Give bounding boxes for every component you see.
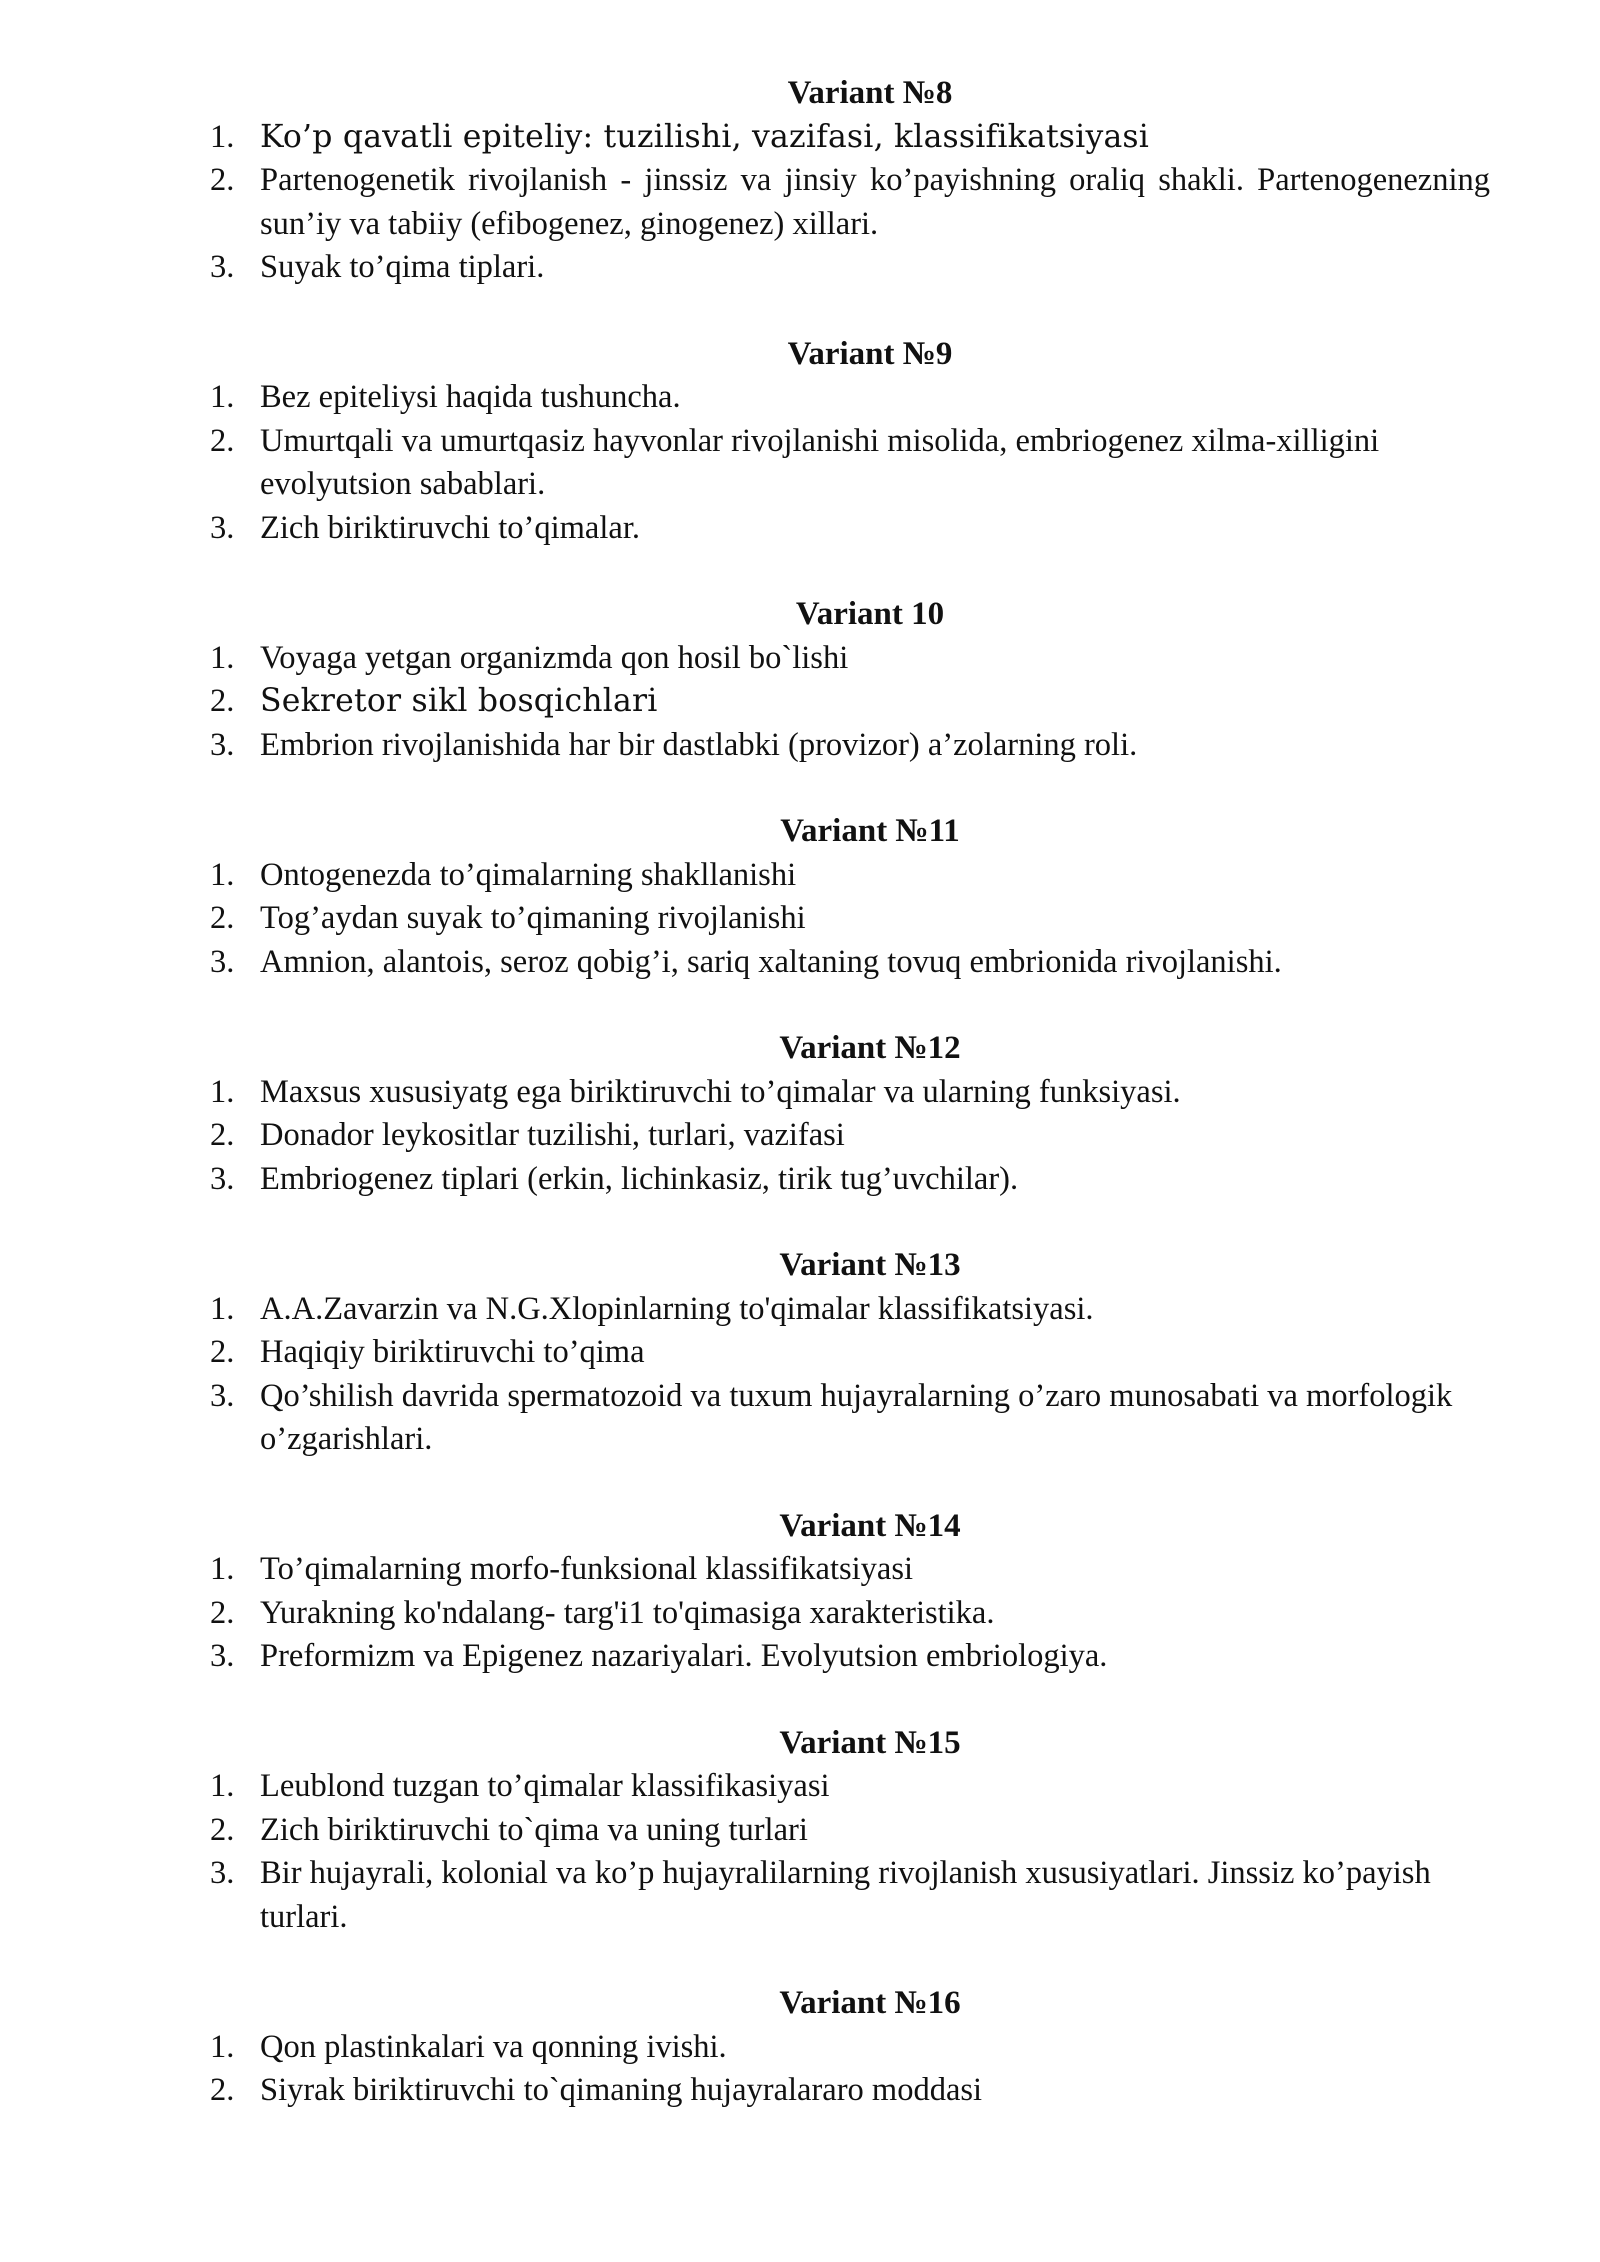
variant-title: Variant №13: [779, 1247, 961, 1283]
question-text: Yurakning ko'ndalang- targ'i1 to'qimasiga xarakteristika.: [260, 1594, 995, 1631]
question-number: 1.: [210, 1290, 235, 1327]
question-text: Leublond tuzgan to’qimalar klassifikasiyasi: [260, 1768, 830, 1804]
variant-section: [210, 1505, 1490, 1679]
question-text: Bir hujayrali, kolonial va ko’p hujayralilarning rivojlanish xususiyatlari. Jinssiz ko’payish turlari.: [260, 1855, 1431, 1935]
question-text: Qo’shilish davrida spermatozoid va tuxum hujayralarning o’zaro munosabati va morfologik o’zgarishlari.: [260, 1377, 1453, 1457]
variant-section: [210, 72, 1490, 290]
question-item: [210, 637, 1490, 681]
question-text: Bez epiteliysi haqida tushuncha.: [260, 379, 681, 415]
question-text: Zich biriktiruvchi to’qimalar.: [260, 509, 640, 546]
question-number: 2.: [210, 1811, 235, 1848]
variant-title: Variant №16: [779, 1985, 961, 2021]
question-text: Partenogenetik rivojlanish - jinssiz va jinsiy ko’payishning oraliq shakli. Partenogenezning sun’iy va tabiiy (efibogenez, ginogenez) xillari.: [260, 162, 1490, 242]
question-text: Amnion, alantois, seroz qobig’i, sariq xaltaning tovuq embrionida rivojlanishi.: [260, 943, 1282, 980]
question-list: [210, 376, 1490, 550]
variant-title: Variant №9: [787, 335, 953, 372]
question-item: [210, 1158, 1490, 1202]
question-list: [210, 2026, 1490, 2113]
question-list: [210, 637, 1490, 768]
variant-section: [210, 810, 1490, 984]
question-number: 3.: [210, 943, 235, 980]
question-number: 2.: [210, 683, 235, 719]
question-text: Qon plastinkalari va qonning ivishi.: [260, 2028, 727, 2065]
question-number: 2.: [210, 1334, 235, 1370]
variant-title: Variant №11: [780, 813, 960, 849]
question-number: 1.: [210, 639, 235, 676]
question-text: Embriogenez tiplari (erkin, lichinkasiz, tirik tug’uvchilar).: [260, 1160, 1019, 1197]
question-item: [210, 897, 1490, 941]
question-text: Voyaga yetgan organizmda qon hosil bo`lishi: [260, 639, 849, 676]
question-number: 2.: [210, 900, 235, 936]
variant-title: Variant №8: [787, 75, 953, 111]
question-text: Maxsus xususiyatg ega biriktiruvchi to’qimalar va ularning funksiyasi.: [260, 1073, 1181, 1110]
question-number: 1.: [210, 2028, 235, 2065]
question-item: [210, 1592, 1490, 1636]
question-list: [210, 116, 1490, 290]
question-text: Umurtqali va umurtqasiz hayvonlar rivojlanishi misolida, embriogenez xilma-xilligini evolyutsion sabablari.: [260, 422, 1380, 502]
question-text: Donador leykositlar tuzilishi, turlari, vazifasi: [260, 1117, 845, 1153]
question-item: [210, 941, 1490, 985]
variant-section: [210, 1027, 1490, 1201]
question-number: 1.: [210, 1768, 235, 1804]
question-text: Haqiqiy biriktiruvchi to’qima: [260, 1334, 645, 1370]
question-item: [210, 1071, 1490, 1115]
question-number: 2.: [210, 422, 235, 459]
question-text: Zich biriktiruvchi to`qima va uning turlari: [260, 1811, 808, 1848]
question-text: Ontogenezda to’qimalarning shakllanishi: [260, 856, 797, 893]
question-item: [210, 1288, 1490, 1332]
question-text: A.A.Zavarzin va N.G.Xlopinlarning to'qimalar klassifikatsiyasi.: [260, 1290, 1094, 1327]
question-text: Embrion rivojlanishida har bir dastlabki (provizor) a’zolarning roli.: [260, 726, 1138, 763]
question-number: 3.: [210, 1855, 235, 1891]
question-item: [210, 2026, 1490, 2070]
question-number: 1.: [210, 1551, 235, 1587]
question-number: 3.: [210, 1377, 235, 1414]
question-text: Siyrak biriktiruvchi to`qimaning hujayralararo moddasi: [260, 2072, 983, 2108]
question-item: [210, 1635, 1490, 1679]
question-text: Sekretor sikl bosqichlari: [260, 683, 658, 719]
question-number: 3.: [210, 1160, 235, 1197]
question-number: 1.: [210, 856, 235, 893]
question-item: [210, 854, 1490, 898]
question-item: [210, 680, 1490, 724]
question-number: 3.: [210, 509, 235, 546]
question-list: [210, 854, 1490, 985]
question-item: [210, 159, 1490, 246]
variant-section: [210, 333, 1490, 551]
question-text: Tog’aydan suyak to’qimaning rivojlanishi: [260, 900, 806, 936]
question-number: 2.: [210, 1594, 235, 1631]
question-number: 2.: [210, 162, 235, 198]
variant-section: [210, 1982, 1490, 2113]
question-number: 1.: [210, 118, 235, 155]
question-text: To’qimalarning morfo-funksional klassifikatsiyasi: [260, 1551, 914, 1587]
question-item: [210, 1375, 1490, 1462]
question-list: [210, 1548, 1490, 1679]
question-item: [210, 724, 1490, 768]
question-item: [210, 376, 1490, 420]
question-item: [210, 1852, 1490, 1939]
question-item: [210, 1331, 1490, 1375]
question-number: 3.: [210, 249, 235, 285]
question-item: [210, 2069, 1490, 2113]
variant-title: Variant №15: [779, 1724, 961, 1761]
question-item: [210, 116, 1490, 160]
question-item: [210, 1765, 1490, 1809]
question-item: [210, 1114, 1490, 1158]
variant-section: [210, 1244, 1490, 1462]
question-number: 3.: [210, 1638, 235, 1674]
question-list: [210, 1288, 1490, 1462]
question-number: 2.: [210, 1117, 235, 1153]
question-number: 1.: [210, 1073, 235, 1110]
question-item: [210, 1548, 1490, 1592]
question-text: Preformizm va Epigenez nazariyalari. Evolyutsion embriologiya.: [260, 1638, 1108, 1674]
variant-title: Variant 10: [795, 596, 945, 632]
question-item: [210, 507, 1490, 551]
variant-section: [210, 1722, 1490, 1940]
question-number: 2.: [210, 2072, 235, 2108]
question-list: [210, 1071, 1490, 1202]
question-number: 3.: [210, 726, 235, 763]
variant-title: Variant №14: [779, 1507, 961, 1544]
question-item: [210, 1809, 1490, 1853]
variant-section: [210, 593, 1490, 767]
question-text: Suyak to’qima tiplari.: [260, 249, 545, 285]
variant-title: Variant №12: [779, 1030, 961, 1066]
question-number: 1.: [210, 379, 235, 415]
question-list: [210, 1765, 1490, 1939]
question-text: Ko’p qavatli epiteliy: tuzilishi, vazifasi, klassifikatsiyasi: [260, 118, 1150, 155]
question-item: [210, 420, 1490, 507]
question-item: [210, 246, 1490, 290]
